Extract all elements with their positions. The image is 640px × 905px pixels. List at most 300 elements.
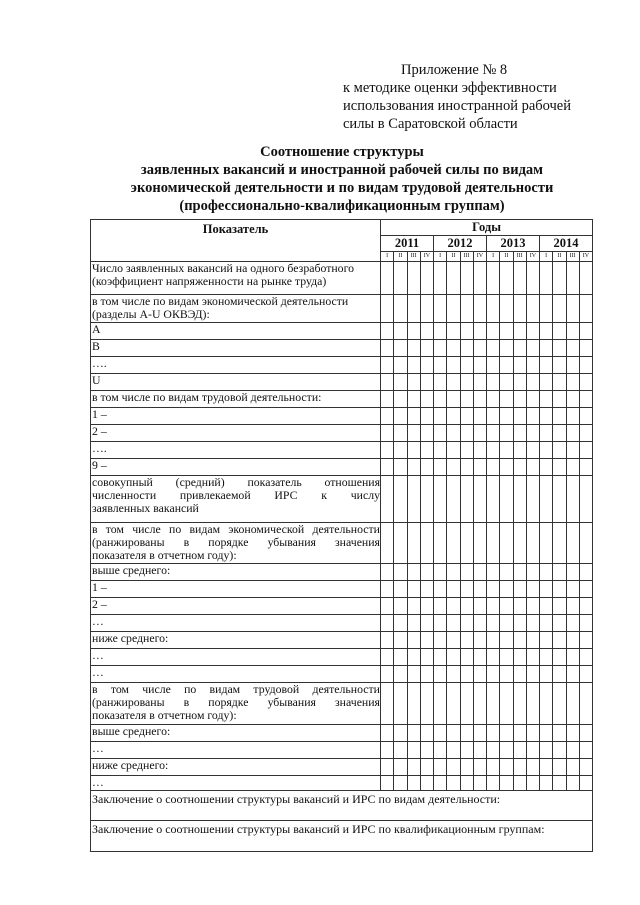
value-cell[interactable] (434, 776, 447, 791)
value-cell[interactable] (500, 523, 513, 564)
value-cell[interactable] (420, 564, 433, 581)
value-cell[interactable] (540, 776, 553, 791)
value-cell[interactable] (513, 776, 526, 791)
value-cell[interactable] (566, 564, 579, 581)
value-cell[interactable] (566, 581, 579, 598)
value-cell[interactable] (553, 323, 566, 340)
value-cell[interactable] (540, 374, 553, 391)
value-cell[interactable] (500, 323, 513, 340)
value-cell[interactable] (540, 262, 553, 295)
value-cell[interactable] (381, 683, 394, 725)
value-cell[interactable] (473, 262, 486, 295)
value-cell[interactable] (513, 523, 526, 564)
value-cell[interactable] (420, 598, 433, 615)
value-cell[interactable] (566, 742, 579, 759)
value-cell[interactable] (526, 725, 539, 742)
value-cell[interactable] (394, 295, 407, 323)
value-cell[interactable] (381, 759, 394, 776)
value-cell[interactable] (447, 459, 460, 476)
value-cell[interactable] (381, 425, 394, 442)
value-cell[interactable] (579, 262, 592, 295)
value-cell[interactable] (381, 408, 394, 425)
value-cell[interactable] (579, 776, 592, 791)
value-cell[interactable] (407, 323, 420, 340)
value-cell[interactable] (460, 374, 473, 391)
value-cell[interactable] (526, 581, 539, 598)
value-cell[interactable] (447, 615, 460, 632)
value-cell[interactable] (434, 564, 447, 581)
value-cell[interactable] (381, 598, 394, 615)
value-cell[interactable] (526, 357, 539, 374)
value-cell[interactable] (513, 725, 526, 742)
value-cell[interactable] (381, 615, 394, 632)
value-cell[interactable] (473, 374, 486, 391)
value-cell[interactable] (394, 598, 407, 615)
value-cell[interactable] (579, 759, 592, 776)
value-cell[interactable] (407, 632, 420, 649)
value-cell[interactable] (460, 615, 473, 632)
conclusion-cell[interactable]: Заключение о соотношении структуры вакансий и ИРС по квалификационным группам: (91, 821, 593, 852)
value-cell[interactable] (434, 476, 447, 523)
value-cell[interactable] (487, 666, 500, 683)
conclusion-cell[interactable]: Заключение о соотношении структуры вакансий и ИРС по видам деятельности: (91, 791, 593, 821)
value-cell[interactable] (473, 598, 486, 615)
value-cell[interactable] (553, 476, 566, 523)
value-cell[interactable] (473, 581, 486, 598)
value-cell[interactable] (566, 523, 579, 564)
value-cell[interactable] (553, 666, 566, 683)
value-cell[interactable] (394, 742, 407, 759)
value-cell[interactable] (566, 391, 579, 408)
value-cell[interactable] (566, 649, 579, 666)
value-cell[interactable] (407, 442, 420, 459)
value-cell[interactable] (566, 476, 579, 523)
value-cell[interactable] (434, 425, 447, 442)
value-cell[interactable] (394, 391, 407, 408)
value-cell[interactable] (420, 759, 433, 776)
value-cell[interactable] (513, 323, 526, 340)
value-cell[interactable] (540, 391, 553, 408)
value-cell[interactable] (579, 357, 592, 374)
value-cell[interactable] (487, 340, 500, 357)
value-cell[interactable] (553, 523, 566, 564)
value-cell[interactable] (473, 523, 486, 564)
value-cell[interactable] (394, 523, 407, 564)
value-cell[interactable] (434, 391, 447, 408)
value-cell[interactable] (447, 391, 460, 408)
value-cell[interactable] (460, 340, 473, 357)
value-cell[interactable] (394, 649, 407, 666)
value-cell[interactable] (434, 649, 447, 666)
value-cell[interactable] (394, 683, 407, 725)
value-cell[interactable] (407, 425, 420, 442)
value-cell[interactable] (553, 649, 566, 666)
value-cell[interactable] (420, 425, 433, 442)
value-cell[interactable] (579, 295, 592, 323)
value-cell[interactable] (434, 295, 447, 323)
value-cell[interactable] (487, 425, 500, 442)
value-cell[interactable] (394, 442, 407, 459)
value-cell[interactable] (579, 598, 592, 615)
value-cell[interactable] (526, 459, 539, 476)
value-cell[interactable] (381, 476, 394, 523)
value-cell[interactable] (487, 442, 500, 459)
value-cell[interactable] (513, 262, 526, 295)
value-cell[interactable] (394, 776, 407, 791)
value-cell[interactable] (513, 425, 526, 442)
value-cell[interactable] (579, 425, 592, 442)
value-cell[interactable] (513, 340, 526, 357)
value-cell[interactable] (579, 615, 592, 632)
value-cell[interactable] (526, 295, 539, 323)
value-cell[interactable] (447, 476, 460, 523)
value-cell[interactable] (460, 476, 473, 523)
value-cell[interactable] (487, 295, 500, 323)
value-cell[interactable] (473, 649, 486, 666)
value-cell[interactable] (513, 581, 526, 598)
value-cell[interactable] (420, 391, 433, 408)
value-cell[interactable] (526, 262, 539, 295)
value-cell[interactable] (407, 459, 420, 476)
value-cell[interactable] (566, 374, 579, 391)
value-cell[interactable] (487, 476, 500, 523)
value-cell[interactable] (434, 357, 447, 374)
value-cell[interactable] (447, 323, 460, 340)
value-cell[interactable] (540, 340, 553, 357)
value-cell[interactable] (460, 564, 473, 581)
value-cell[interactable] (566, 632, 579, 649)
value-cell[interactable] (526, 323, 539, 340)
value-cell[interactable] (381, 374, 394, 391)
value-cell[interactable] (407, 564, 420, 581)
value-cell[interactable] (460, 262, 473, 295)
value-cell[interactable] (540, 442, 553, 459)
value-cell[interactable] (420, 476, 433, 523)
value-cell[interactable] (540, 759, 553, 776)
value-cell[interactable] (540, 476, 553, 523)
value-cell[interactable] (553, 262, 566, 295)
value-cell[interactable] (566, 683, 579, 725)
value-cell[interactable] (579, 581, 592, 598)
value-cell[interactable] (487, 374, 500, 391)
value-cell[interactable] (407, 374, 420, 391)
value-cell[interactable] (487, 357, 500, 374)
value-cell[interactable] (434, 374, 447, 391)
value-cell[interactable] (566, 666, 579, 683)
value-cell[interactable] (566, 425, 579, 442)
value-cell[interactable] (394, 759, 407, 776)
value-cell[interactable] (566, 725, 579, 742)
value-cell[interactable] (460, 408, 473, 425)
value-cell[interactable] (473, 408, 486, 425)
value-cell[interactable] (526, 683, 539, 725)
value-cell[interactable] (460, 581, 473, 598)
value-cell[interactable] (434, 442, 447, 459)
value-cell[interactable] (566, 357, 579, 374)
value-cell[interactable] (381, 742, 394, 759)
value-cell[interactable] (487, 742, 500, 759)
value-cell[interactable] (500, 408, 513, 425)
value-cell[interactable] (553, 581, 566, 598)
value-cell[interactable] (553, 632, 566, 649)
value-cell[interactable] (381, 340, 394, 357)
value-cell[interactable] (500, 759, 513, 776)
value-cell[interactable] (513, 295, 526, 323)
value-cell[interactable] (540, 564, 553, 581)
value-cell[interactable] (420, 581, 433, 598)
value-cell[interactable] (394, 615, 407, 632)
value-cell[interactable] (566, 598, 579, 615)
value-cell[interactable] (513, 683, 526, 725)
value-cell[interactable] (447, 776, 460, 791)
value-cell[interactable] (460, 632, 473, 649)
value-cell[interactable] (381, 581, 394, 598)
value-cell[interactable] (434, 615, 447, 632)
value-cell[interactable] (394, 262, 407, 295)
value-cell[interactable] (407, 295, 420, 323)
value-cell[interactable] (513, 632, 526, 649)
value-cell[interactable] (420, 742, 433, 759)
value-cell[interactable] (487, 391, 500, 408)
value-cell[interactable] (420, 649, 433, 666)
value-cell[interactable] (447, 374, 460, 391)
value-cell[interactable] (526, 408, 539, 425)
value-cell[interactable] (381, 632, 394, 649)
value-cell[interactable] (566, 776, 579, 791)
value-cell[interactable] (540, 725, 553, 742)
value-cell[interactable] (407, 408, 420, 425)
value-cell[interactable] (553, 776, 566, 791)
value-cell[interactable] (540, 523, 553, 564)
value-cell[interactable] (540, 408, 553, 425)
value-cell[interactable] (487, 725, 500, 742)
value-cell[interactable] (460, 725, 473, 742)
value-cell[interactable] (394, 459, 407, 476)
value-cell[interactable] (420, 295, 433, 323)
value-cell[interactable] (460, 391, 473, 408)
value-cell[interactable] (566, 459, 579, 476)
value-cell[interactable] (420, 340, 433, 357)
value-cell[interactable] (540, 666, 553, 683)
value-cell[interactable] (500, 262, 513, 295)
value-cell[interactable] (579, 523, 592, 564)
value-cell[interactable] (434, 598, 447, 615)
value-cell[interactable] (553, 357, 566, 374)
value-cell[interactable] (473, 776, 486, 791)
value-cell[interactable] (566, 295, 579, 323)
value-cell[interactable] (500, 295, 513, 323)
value-cell[interactable] (579, 649, 592, 666)
value-cell[interactable] (460, 523, 473, 564)
value-cell[interactable] (526, 340, 539, 357)
value-cell[interactable] (526, 442, 539, 459)
value-cell[interactable] (381, 459, 394, 476)
value-cell[interactable] (579, 340, 592, 357)
value-cell[interactable] (500, 615, 513, 632)
value-cell[interactable] (553, 391, 566, 408)
value-cell[interactable] (553, 683, 566, 725)
value-cell[interactable] (526, 374, 539, 391)
value-cell[interactable] (473, 425, 486, 442)
value-cell[interactable] (553, 742, 566, 759)
value-cell[interactable] (579, 323, 592, 340)
value-cell[interactable] (513, 357, 526, 374)
value-cell[interactable] (487, 323, 500, 340)
value-cell[interactable] (526, 615, 539, 632)
value-cell[interactable] (420, 408, 433, 425)
value-cell[interactable] (460, 776, 473, 791)
value-cell[interactable] (381, 295, 394, 323)
value-cell[interactable] (394, 425, 407, 442)
value-cell[interactable] (473, 357, 486, 374)
value-cell[interactable] (500, 776, 513, 791)
value-cell[interactable] (566, 615, 579, 632)
value-cell[interactable] (579, 564, 592, 581)
value-cell[interactable] (407, 666, 420, 683)
value-cell[interactable] (487, 649, 500, 666)
value-cell[interactable] (447, 262, 460, 295)
value-cell[interactable] (579, 725, 592, 742)
value-cell[interactable] (540, 357, 553, 374)
value-cell[interactable] (473, 759, 486, 776)
value-cell[interactable] (540, 742, 553, 759)
value-cell[interactable] (460, 295, 473, 323)
value-cell[interactable] (540, 649, 553, 666)
value-cell[interactable] (553, 459, 566, 476)
value-cell[interactable] (553, 615, 566, 632)
value-cell[interactable] (434, 581, 447, 598)
value-cell[interactable] (513, 374, 526, 391)
value-cell[interactable] (460, 357, 473, 374)
value-cell[interactable] (473, 564, 486, 581)
value-cell[interactable] (473, 442, 486, 459)
value-cell[interactable] (513, 442, 526, 459)
value-cell[interactable] (473, 295, 486, 323)
value-cell[interactable] (540, 295, 553, 323)
value-cell[interactable] (447, 581, 460, 598)
value-cell[interactable] (473, 666, 486, 683)
value-cell[interactable] (513, 615, 526, 632)
value-cell[interactable] (553, 725, 566, 742)
value-cell[interactable] (540, 683, 553, 725)
value-cell[interactable] (381, 649, 394, 666)
value-cell[interactable] (420, 725, 433, 742)
value-cell[interactable] (394, 323, 407, 340)
value-cell[interactable] (460, 649, 473, 666)
value-cell[interactable] (381, 564, 394, 581)
value-cell[interactable] (553, 564, 566, 581)
value-cell[interactable] (579, 391, 592, 408)
value-cell[interactable] (513, 759, 526, 776)
value-cell[interactable] (447, 632, 460, 649)
value-cell[interactable] (513, 564, 526, 581)
value-cell[interactable] (487, 759, 500, 776)
value-cell[interactable] (447, 598, 460, 615)
value-cell[interactable] (460, 742, 473, 759)
value-cell[interactable] (500, 357, 513, 374)
value-cell[interactable] (513, 391, 526, 408)
value-cell[interactable] (500, 598, 513, 615)
value-cell[interactable] (447, 683, 460, 725)
value-cell[interactable] (473, 725, 486, 742)
value-cell[interactable] (381, 323, 394, 340)
value-cell[interactable] (579, 632, 592, 649)
value-cell[interactable] (500, 564, 513, 581)
value-cell[interactable] (460, 442, 473, 459)
value-cell[interactable] (566, 759, 579, 776)
value-cell[interactable] (407, 581, 420, 598)
value-cell[interactable] (500, 442, 513, 459)
value-cell[interactable] (434, 262, 447, 295)
value-cell[interactable] (526, 523, 539, 564)
value-cell[interactable] (500, 374, 513, 391)
value-cell[interactable] (420, 523, 433, 564)
value-cell[interactable] (579, 666, 592, 683)
value-cell[interactable] (579, 742, 592, 759)
value-cell[interactable] (460, 683, 473, 725)
value-cell[interactable] (487, 523, 500, 564)
value-cell[interactable] (420, 632, 433, 649)
value-cell[interactable] (420, 262, 433, 295)
value-cell[interactable] (579, 476, 592, 523)
value-cell[interactable] (434, 759, 447, 776)
value-cell[interactable] (566, 442, 579, 459)
value-cell[interactable] (460, 666, 473, 683)
value-cell[interactable] (381, 262, 394, 295)
value-cell[interactable] (447, 442, 460, 459)
value-cell[interactable] (579, 442, 592, 459)
value-cell[interactable] (513, 649, 526, 666)
value-cell[interactable] (473, 615, 486, 632)
value-cell[interactable] (460, 598, 473, 615)
value-cell[interactable] (579, 459, 592, 476)
value-cell[interactable] (553, 340, 566, 357)
value-cell[interactable] (447, 725, 460, 742)
value-cell[interactable] (566, 262, 579, 295)
value-cell[interactable] (420, 323, 433, 340)
value-cell[interactable] (420, 683, 433, 725)
value-cell[interactable] (434, 632, 447, 649)
value-cell[interactable] (381, 391, 394, 408)
value-cell[interactable] (434, 340, 447, 357)
value-cell[interactable] (447, 666, 460, 683)
value-cell[interactable] (553, 374, 566, 391)
value-cell[interactable] (500, 725, 513, 742)
value-cell[interactable] (434, 725, 447, 742)
value-cell[interactable] (513, 408, 526, 425)
value-cell[interactable] (394, 476, 407, 523)
value-cell[interactable] (407, 649, 420, 666)
value-cell[interactable] (407, 776, 420, 791)
value-cell[interactable] (487, 598, 500, 615)
value-cell[interactable] (473, 459, 486, 476)
value-cell[interactable] (447, 649, 460, 666)
value-cell[interactable] (420, 615, 433, 632)
value-cell[interactable] (394, 408, 407, 425)
value-cell[interactable] (460, 459, 473, 476)
value-cell[interactable] (394, 666, 407, 683)
value-cell[interactable] (447, 295, 460, 323)
value-cell[interactable] (407, 598, 420, 615)
value-cell[interactable] (420, 776, 433, 791)
value-cell[interactable] (487, 408, 500, 425)
value-cell[interactable] (487, 564, 500, 581)
value-cell[interactable] (407, 725, 420, 742)
value-cell[interactable] (460, 759, 473, 776)
value-cell[interactable] (526, 391, 539, 408)
value-cell[interactable] (434, 523, 447, 564)
value-cell[interactable] (394, 632, 407, 649)
